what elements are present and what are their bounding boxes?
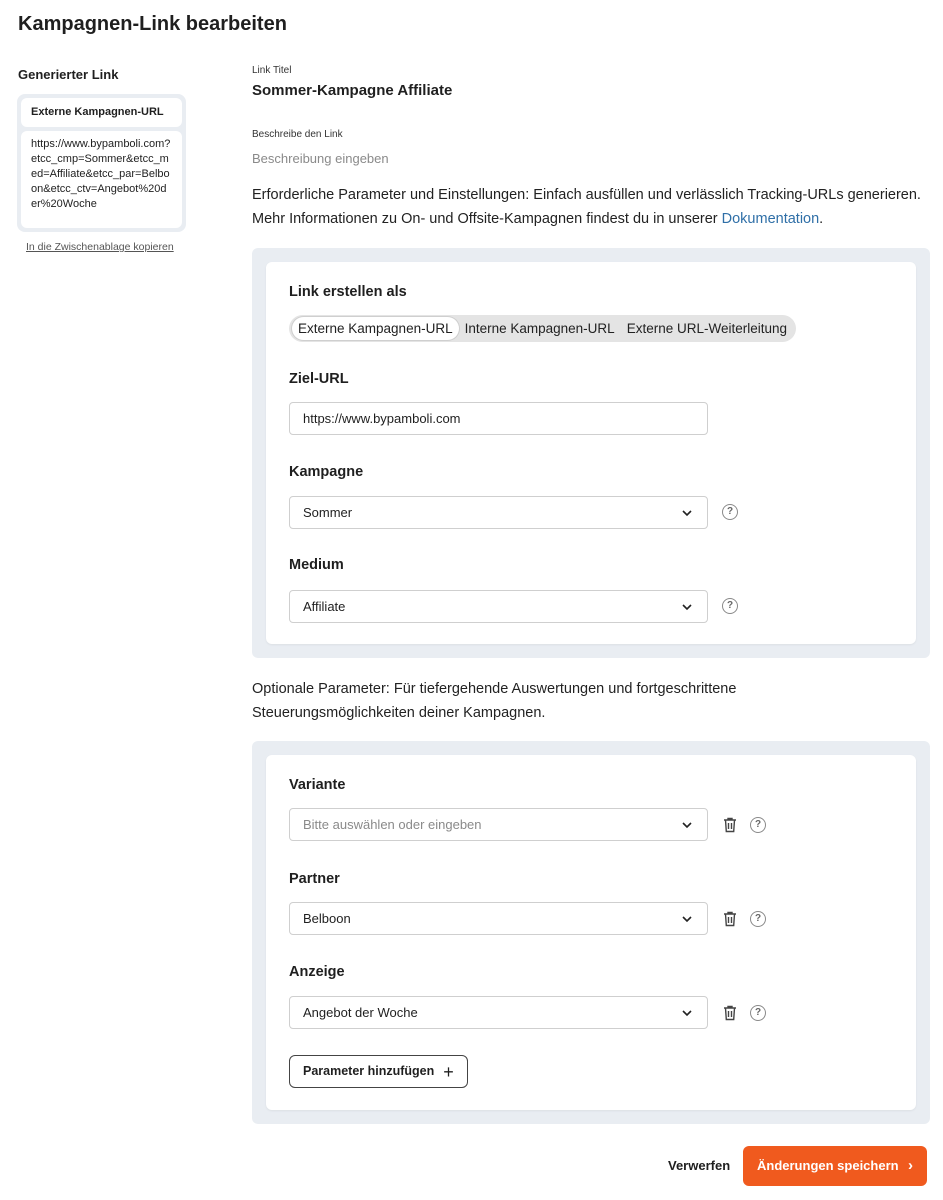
help-icon[interactable]: ? bbox=[722, 598, 738, 614]
target-url-input[interactable]: https://www.bypamboli.com bbox=[289, 402, 708, 435]
chevron-down-icon bbox=[681, 507, 693, 519]
save-changes-label: Änderungen speichern bbox=[757, 1158, 899, 1173]
variant-placeholder: Bitte auswählen oder eingeben bbox=[303, 817, 482, 832]
trash-icon[interactable] bbox=[723, 911, 737, 927]
medium-value: Affiliate bbox=[303, 599, 346, 614]
add-parameter-button[interactable] bbox=[289, 1055, 468, 1088]
description-label: Beschreibe den Link bbox=[252, 129, 343, 140]
ad-heading: Anzeige bbox=[289, 964, 345, 980]
campaign-value: Sommer bbox=[303, 505, 353, 520]
help-icon[interactable]: ? bbox=[750, 1005, 766, 1021]
optional-intro-text: Optionale Parameter: Für tiefergehende Auswertungen und fortgeschrittene Steuerungsmöglichkeiten deiner Kampagnen. bbox=[252, 681, 737, 721]
campaign-select[interactable] bbox=[289, 496, 708, 529]
ad-select[interactable] bbox=[289, 996, 708, 1029]
generated-link-url: https://www.bypamboli.com?etcc_cmp=Sommer&etcc_med=Affiliate&etcc_par=Belboon&etcc_ctv=Angebot%20der%20Woche bbox=[21, 131, 182, 228]
variant-heading: Variante bbox=[289, 777, 346, 793]
help-icon[interactable]: ? bbox=[722, 504, 738, 520]
description-input[interactable]: Beschreibung eingeben bbox=[252, 151, 389, 166]
help-icon[interactable]: ? bbox=[750, 817, 766, 833]
link-title-label: Link Titel bbox=[252, 65, 292, 76]
chevron-down-icon bbox=[681, 819, 693, 831]
chevron-right-icon: › bbox=[908, 1157, 913, 1174]
option-external-url-redirect[interactable]: Externe URL-Weiterleitung bbox=[626, 321, 788, 336]
optional-params-card bbox=[266, 755, 916, 1110]
plus-icon: + bbox=[443, 1061, 454, 1082]
medium-select[interactable] bbox=[289, 590, 708, 623]
target-url-heading: Ziel-URL bbox=[289, 371, 349, 387]
save-changes-button[interactable] bbox=[743, 1146, 927, 1186]
trash-icon[interactable] bbox=[723, 1005, 737, 1021]
chevron-down-icon bbox=[681, 913, 693, 925]
required-intro-end: . bbox=[819, 211, 824, 227]
generated-link-label: Generierter Link bbox=[18, 67, 119, 82]
partner-select[interactable] bbox=[289, 902, 708, 935]
copy-to-clipboard-link[interactable]: In die Zwischenablage kopieren bbox=[26, 241, 174, 253]
option-internal-campaign-url[interactable]: Interne Kampagnen-URL bbox=[464, 321, 615, 336]
partner-heading: Partner bbox=[289, 871, 340, 887]
medium-heading: Medium bbox=[289, 557, 344, 573]
trash-icon[interactable] bbox=[723, 817, 737, 833]
add-parameter-label: Parameter hinzufügen bbox=[303, 1064, 435, 1078]
help-icon[interactable]: ? bbox=[750, 911, 766, 927]
partner-value: Belboon bbox=[303, 911, 351, 926]
required-intro-text bbox=[252, 183, 932, 231]
required-params-card bbox=[266, 262, 916, 644]
required-params-panel bbox=[252, 248, 930, 658]
page-title: Kampagnen-Link bearbeiten bbox=[18, 13, 287, 35]
discard-button[interactable]: Verwerfen bbox=[668, 1158, 731, 1173]
link-type-segmented-control bbox=[289, 315, 796, 342]
chevron-down-icon bbox=[681, 601, 693, 613]
ad-value: Angebot der Woche bbox=[303, 1005, 418, 1020]
documentation-link[interactable]: Dokumentation bbox=[721, 211, 820, 227]
chevron-down-icon bbox=[681, 1007, 693, 1019]
generated-link-box bbox=[17, 94, 186, 232]
create-as-heading: Link erstellen als bbox=[289, 284, 407, 300]
link-title-input[interactable]: Sommer-Kampagne Affiliate bbox=[252, 82, 453, 99]
generated-link-tab[interactable]: Externe Kampagnen-URL bbox=[21, 98, 182, 127]
required-intro: Erforderliche Parameter und Einstellungen: Einfach ausfüllen und verlässlich Tracking-URLs generieren. Mehr Informationen zu On- und Offsite-Kampagnen findest du in unserer bbox=[252, 187, 921, 227]
campaign-heading: Kampagne bbox=[289, 464, 364, 480]
variant-select[interactable] bbox=[289, 808, 708, 841]
option-external-campaign-url[interactable]: Externe Kampagnen-URL bbox=[292, 317, 459, 340]
optional-params-panel bbox=[252, 741, 930, 1124]
